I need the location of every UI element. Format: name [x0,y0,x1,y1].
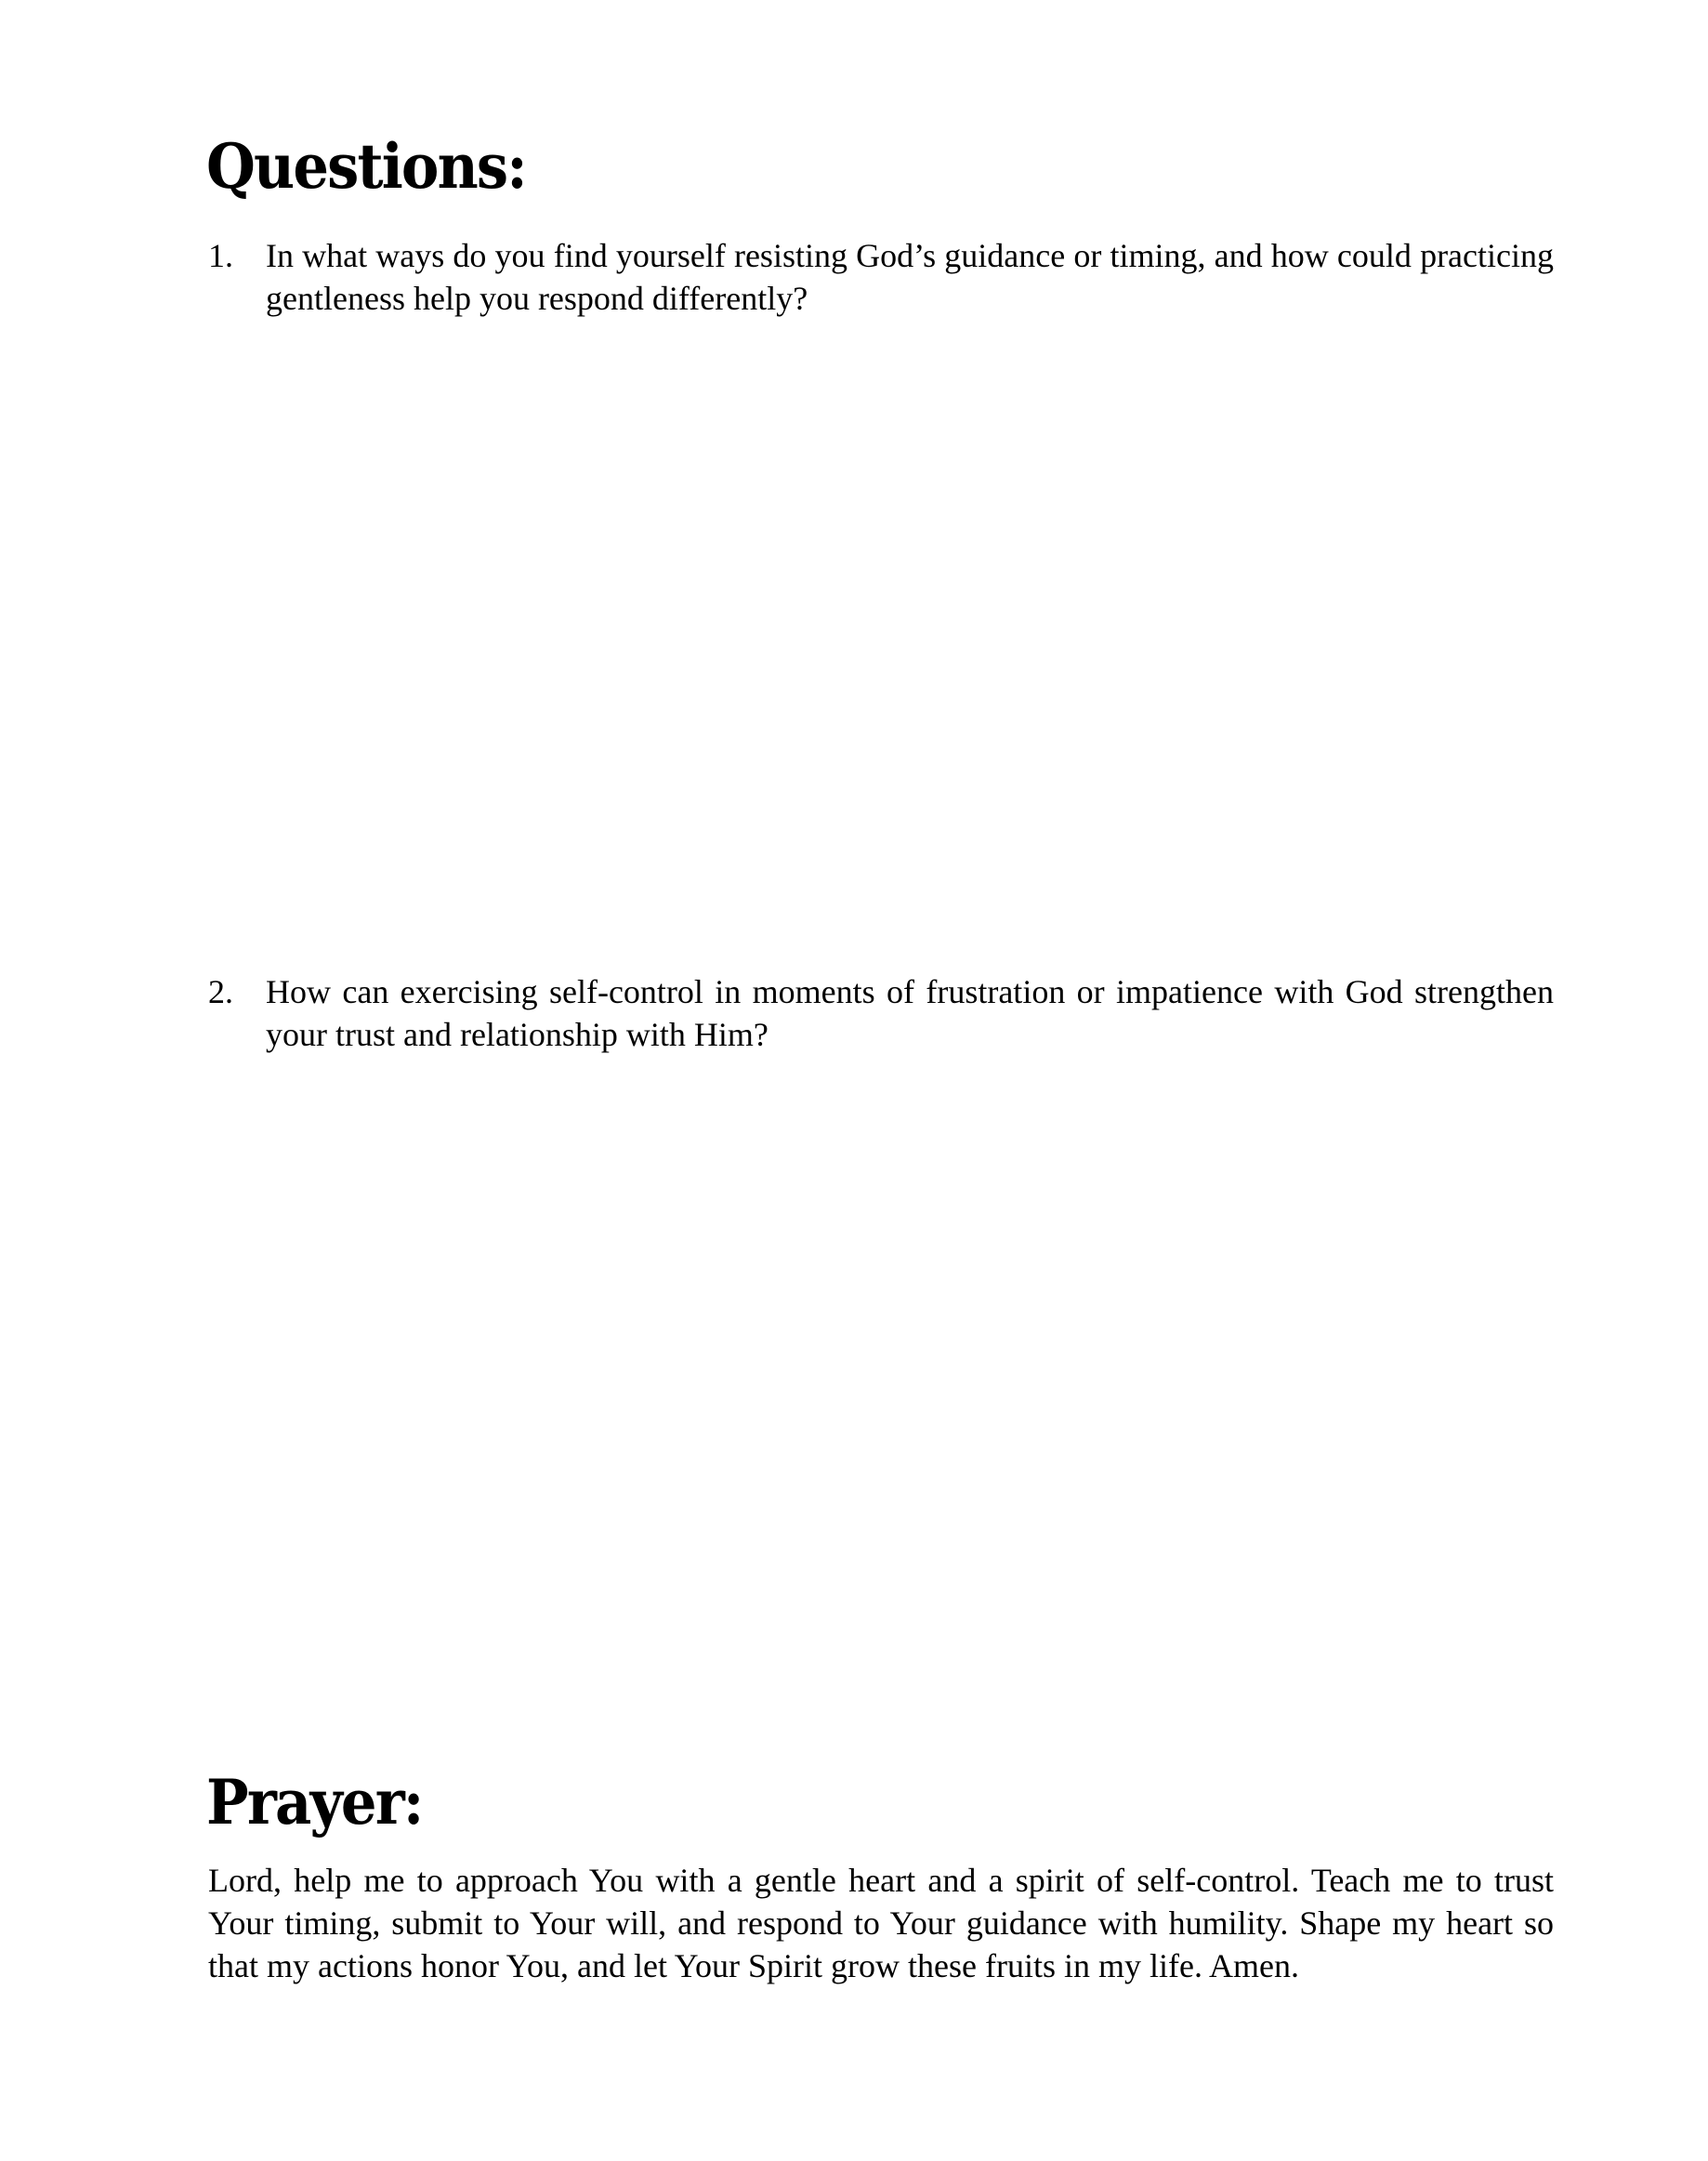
question-number: 1. [208,237,233,274]
question-number: 2. [208,973,233,1010]
question-text: How can exercising self-control in moments of frustration or impatience with God strengthen your trust and relationship with Him? [266,973,1554,1053]
question-item [208,234,1554,320]
question-item [208,970,1554,1056]
question-text: In what ways do you find yourself resisting God’s guidance or timing, and how could practicing gentleness help you respond differently? [266,237,1554,317]
prayer-text: Lord, help me to approach You with a gentle heart and a spirit of self-control. Teach me to trust Your timing, submit to Your will, and respond to Your guidance with humility. Shape my heart so that my actions honor You, and let Your Spirit grow these fruits in my life. Amen. [208,1862,1554,1984]
prayer-heading: Prayer: [206,1766,423,1838]
questions-heading: Questions: [206,130,526,203]
